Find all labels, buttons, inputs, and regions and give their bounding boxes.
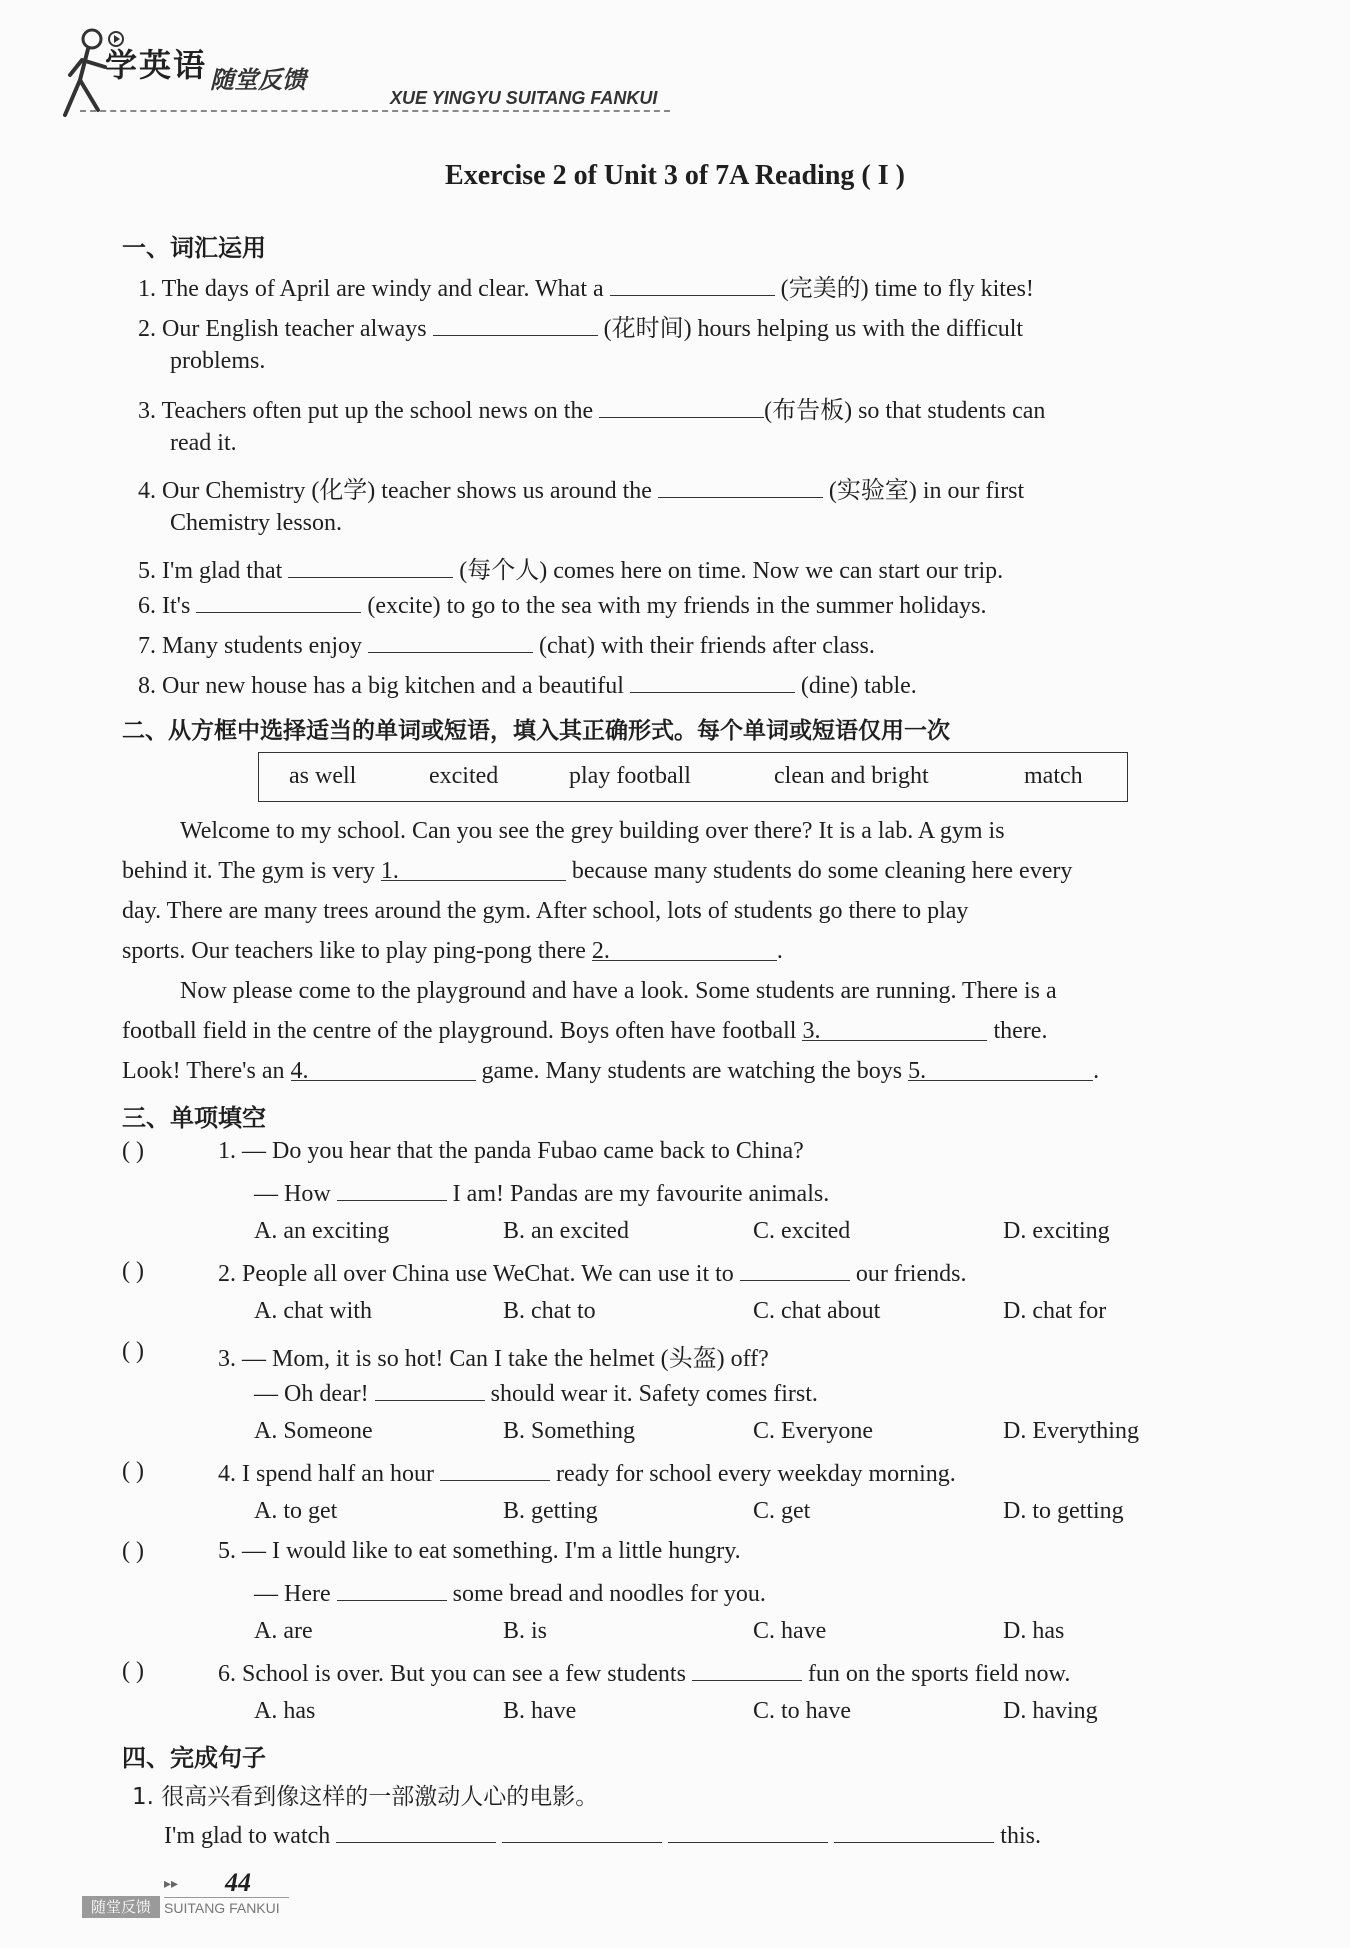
passage-blank-5[interactable]: 5.	[908, 1058, 1093, 1081]
s4-q1-blank[interactable]	[336, 1820, 496, 1843]
s1-q1-blank[interactable]	[610, 273, 775, 296]
s1-q5-text: 5. I'm glad that (每个人) comes here on time. Now we can start our trip.	[138, 550, 1003, 585]
mc-q4-stem: 4. I spend half an hour ready for school every weekday morning.	[218, 1458, 956, 1488]
passage-blank-2[interactable]: 2.	[592, 938, 777, 961]
mc-option[interactable]: C. Everyone	[753, 1418, 873, 1444]
mc-option[interactable]: D. has	[1003, 1618, 1065, 1644]
mc-option[interactable]: B. Something	[503, 1418, 636, 1444]
mc-q5-stem: 5. — I would like to eat something. I'm a little hungry.	[218, 1538, 741, 1564]
mc-q1-stem2: — How I am! Pandas are my favourite animals.	[254, 1178, 829, 1208]
section-2-heading: 二、从方框中选择适当的单词或短语，填入其正确形式。每个单词或短语仅用一次	[122, 718, 950, 744]
answer-paren[interactable]: ( )	[122, 1458, 144, 1484]
mc-q3-blank	[375, 1378, 485, 1401]
mc-q6-blank	[692, 1658, 802, 1681]
mc-q3-stem2: — Oh dear! should wear it. Safety comes first.	[254, 1378, 818, 1408]
mc-option[interactable]: D. having	[1003, 1698, 1098, 1724]
answer-paren[interactable]: ( )	[122, 1258, 144, 1284]
header-banner	[60, 20, 680, 130]
passage-line: Welcome to my school. Can you see the grey building over there? It is a lab. A gym is	[180, 818, 1005, 844]
mc-option[interactable]: B. is	[503, 1618, 548, 1644]
mc-option[interactable]: D. Everything	[1003, 1418, 1139, 1444]
mc-q4-blank	[440, 1458, 550, 1481]
s1-q8-blank[interactable]	[630, 670, 795, 693]
s1-q4-blank[interactable]	[658, 475, 823, 498]
section-1-heading: 一、词汇运用	[122, 234, 266, 262]
mc-option[interactable]: A. chat with	[254, 1298, 372, 1324]
section-3-heading: 三、单项填空	[122, 1104, 266, 1132]
passage-blank-4[interactable]: 4.	[291, 1058, 476, 1081]
page-title: Exercise 2 of Unit 3 of 7A Reading ( I )	[445, 160, 905, 191]
word-bank-item: as well	[289, 763, 357, 789]
s1-q3-blank[interactable]	[599, 395, 764, 418]
mc-option[interactable]: C. have	[753, 1618, 827, 1644]
mc-option[interactable]: D. exciting	[1003, 1218, 1110, 1244]
mc-option[interactable]: A. an exciting	[254, 1218, 390, 1244]
answer-paren[interactable]: ( )	[122, 1138, 144, 1164]
s1-q7-text: 7. Many students enjoy (chat) with their friends after class.	[138, 630, 875, 660]
s1-q2-cont: problems.	[170, 348, 266, 374]
mc-option[interactable]: C. to have	[753, 1698, 851, 1724]
s1-q4-text: 4. Our Chemistry (化学) teacher shows us around the (实验室) in our first	[138, 470, 1024, 505]
s1-q6-text: 6. It's (excite) to go to the sea with my friends in the summer holidays.	[138, 590, 987, 620]
footer-tag: 随堂反馈	[82, 1896, 160, 1918]
s1-q4-cont: Chemistry lesson.	[170, 510, 342, 536]
passage-blank-3[interactable]: 3.	[802, 1018, 987, 1041]
s1-q8-text: 8. Our new house has a big kitchen and a beautiful (dine) table.	[138, 670, 917, 700]
s1-q2-text: 2. Our English teacher always (花时间) hours helping us with the difficult	[138, 308, 1023, 343]
s1-q6-blank[interactable]	[196, 590, 361, 613]
mc-option[interactable]: B. have	[503, 1698, 577, 1724]
passage-line: football field in the centre of the playground. Boys often have football 3. there.	[122, 1018, 1048, 1044]
mc-option[interactable]: A. has	[254, 1698, 316, 1724]
passage-line: Now please come to the playground and have a look. Some students are running. There is a	[180, 978, 1057, 1004]
answer-paren[interactable]: ( )	[122, 1538, 144, 1564]
mc-q1-blank	[337, 1178, 447, 1201]
mc-q3-stem: 3. — Mom, it is so hot! Can I take the helmet (头盔) off?	[218, 1346, 769, 1372]
section-4-heading: 四、完成句子	[122, 1744, 266, 1772]
mc-q6-stem: 6. School is over. But you can see a few students fun on the sports field now.	[218, 1658, 1070, 1688]
mc-option[interactable]: C. chat about	[753, 1298, 881, 1324]
brand-cn-subtitle: 随堂反馈	[210, 66, 306, 94]
s1-q7-blank[interactable]	[368, 630, 533, 653]
passage-line: Look! There's an 4. game. Many students are watching the boys 5. .	[122, 1058, 1100, 1084]
mc-q1-stem: 1. — Do you hear that the panda Fubao came back to China?	[218, 1138, 804, 1164]
brand-en: XUE YINGYU SUITANG FANKUI	[390, 88, 658, 108]
passage-line: sports. Our teachers like to play ping-pong there 2. .	[122, 938, 783, 964]
s4-q1-line: I'm glad to watch this.	[164, 1820, 1041, 1850]
s4-q1-blank[interactable]	[834, 1820, 994, 1843]
footer-tag-en: SUITANG FANKUI	[164, 1900, 280, 1916]
word-bank-item: play football	[569, 763, 691, 789]
passage-line: behind it. The gym is very 1. because many students do some cleaning here every	[122, 858, 1073, 884]
s1-q3-cont: read it.	[170, 430, 237, 456]
mc-q5-blank	[337, 1578, 447, 1601]
s1-q3-text: 3. Teachers often put up the school news on the (布告板) so that students can	[138, 390, 1045, 425]
s4-q1-blank[interactable]	[668, 1820, 828, 1843]
mc-option[interactable]: A. to get	[254, 1498, 338, 1524]
footer-divider	[164, 1897, 289, 1898]
passage-blank-1[interactable]: 1.	[381, 858, 566, 881]
mc-q5-stem2: — Here some bread and noodles for you.	[254, 1578, 766, 1608]
mc-option[interactable]: C. excited	[753, 1218, 851, 1244]
s1-q5-blank[interactable]	[288, 555, 453, 578]
mc-option[interactable]: B. an excited	[503, 1218, 629, 1244]
word-bank-item: match	[1024, 763, 1083, 789]
mc-option[interactable]: D. to getting	[1003, 1498, 1124, 1524]
passage-line: day. There are many trees around the gym. After school, lots of students go there to play	[122, 898, 969, 924]
mc-option[interactable]: A. Someone	[254, 1418, 373, 1444]
s1-q2-blank[interactable]	[433, 313, 598, 336]
s4-q1-blank[interactable]	[502, 1820, 662, 1843]
s1-q1-text: 1. The days of April are windy and clear. What a (完美的) time to fly kites!	[138, 268, 1034, 303]
page-number: 44	[225, 1868, 251, 1897]
mc-option[interactable]: C. get	[753, 1498, 811, 1524]
mc-option[interactable]: A. are	[254, 1618, 313, 1644]
double-arrow-icon: ▸▸	[164, 1876, 179, 1892]
answer-paren[interactable]: ( )	[122, 1338, 144, 1364]
header-divider	[80, 110, 670, 112]
mc-q2-stem: 2. People all over China use WeChat. We can use it to our friends.	[218, 1258, 966, 1288]
word-bank-box	[258, 752, 1128, 802]
mc-option[interactable]: B. chat to	[503, 1298, 596, 1324]
answer-paren[interactable]: ( )	[122, 1658, 144, 1684]
mc-q2-blank	[740, 1258, 850, 1281]
word-bank-item: clean and bright	[774, 763, 929, 789]
brand-cn: 学英语	[105, 46, 208, 84]
word-bank-item: excited	[429, 763, 499, 789]
s4-q1-chinese: 1. 很高兴看到像这样的一部激动人心的电影。	[132, 1784, 599, 1810]
mc-option[interactable]: B. getting	[503, 1498, 598, 1524]
mc-option[interactable]: D. chat for	[1003, 1298, 1107, 1324]
